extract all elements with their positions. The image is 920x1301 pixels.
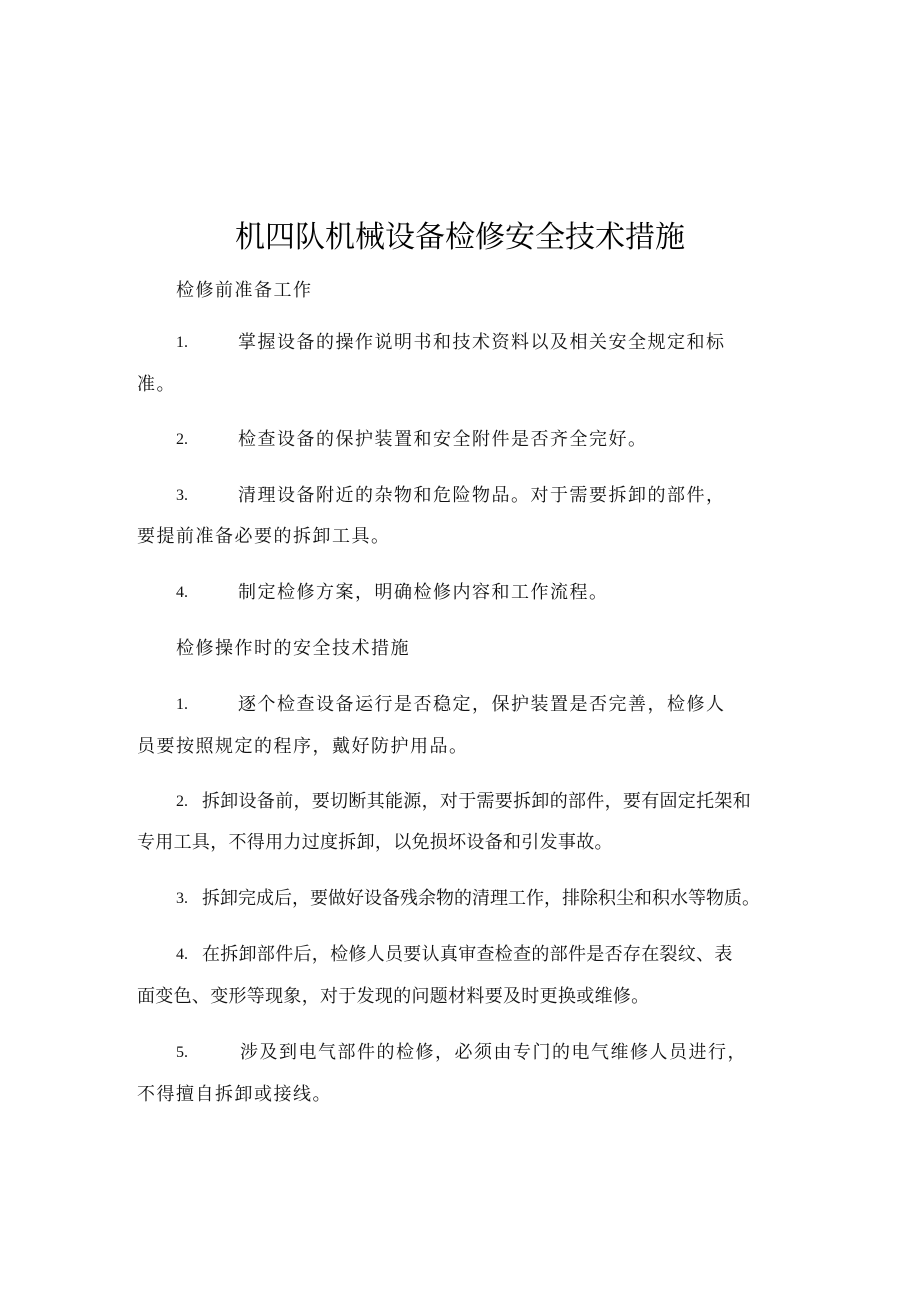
- item-text: 涉及到电气部件的检修，必须由专门的电气维修人员进行，: [240, 1042, 747, 1063]
- page-title: 机四队机械设备检修安全技术措施: [235, 220, 685, 255]
- item-text-continued: 面变色、变形等现象，对于发现的问题材料要及时更换或维修。: [137, 986, 650, 1007]
- item-text-continued: 不得擅自拆卸或接线。: [137, 1084, 332, 1105]
- item-text: 拆卸完成后，要做好设备残余物的清理工作，排除积尘和积水等物质。: [202, 888, 760, 909]
- item-text-continued: 要提前准备必要的拆卸工具。: [137, 526, 391, 547]
- item-number: 4.: [176, 946, 188, 963]
- section-heading: 检修前准备工作: [176, 280, 313, 301]
- item-number: 2.: [176, 431, 188, 448]
- item-text: 在拆卸部件后，检修人员要认真审查检查的部件是否存在裂纹、表: [202, 944, 733, 965]
- item-number: 1.: [176, 696, 188, 713]
- item-text: 逐个检查设备运行是否稳定，保护装置是否完善，检修人: [238, 694, 726, 715]
- item-text-continued: 专用工具，不得用力过度拆卸，以免损坏设备和引发事故。: [137, 832, 613, 853]
- item-text: 掌握设备的操作说明书和技术资料以及相关安全规定和标: [238, 332, 726, 353]
- item-number: 2.: [176, 793, 188, 810]
- item-number: 4.: [176, 584, 188, 601]
- item-text: 制定检修方案，明确检修内容和工作流程。: [238, 582, 609, 603]
- item-number: 5.: [176, 1044, 188, 1061]
- item-text-continued: 准。: [137, 374, 176, 395]
- item-number: 3.: [176, 487, 188, 504]
- item-text: 清理设备附近的杂物和危险物品。对于需要拆卸的部件，: [238, 485, 726, 506]
- item-number: 1.: [176, 334, 188, 351]
- item-text: 检查设备的保护装置和安全附件是否齐全完好。: [238, 429, 648, 450]
- item-text: 拆卸设备前，要切断其能源，对于需要拆卸的部件，要有固定托架和: [202, 791, 751, 812]
- section-heading: 检修操作时的安全技术措施: [176, 638, 410, 659]
- item-number: 3.: [176, 890, 188, 907]
- item-text-continued: 员要按照规定的程序，戴好防护用品。: [137, 736, 469, 757]
